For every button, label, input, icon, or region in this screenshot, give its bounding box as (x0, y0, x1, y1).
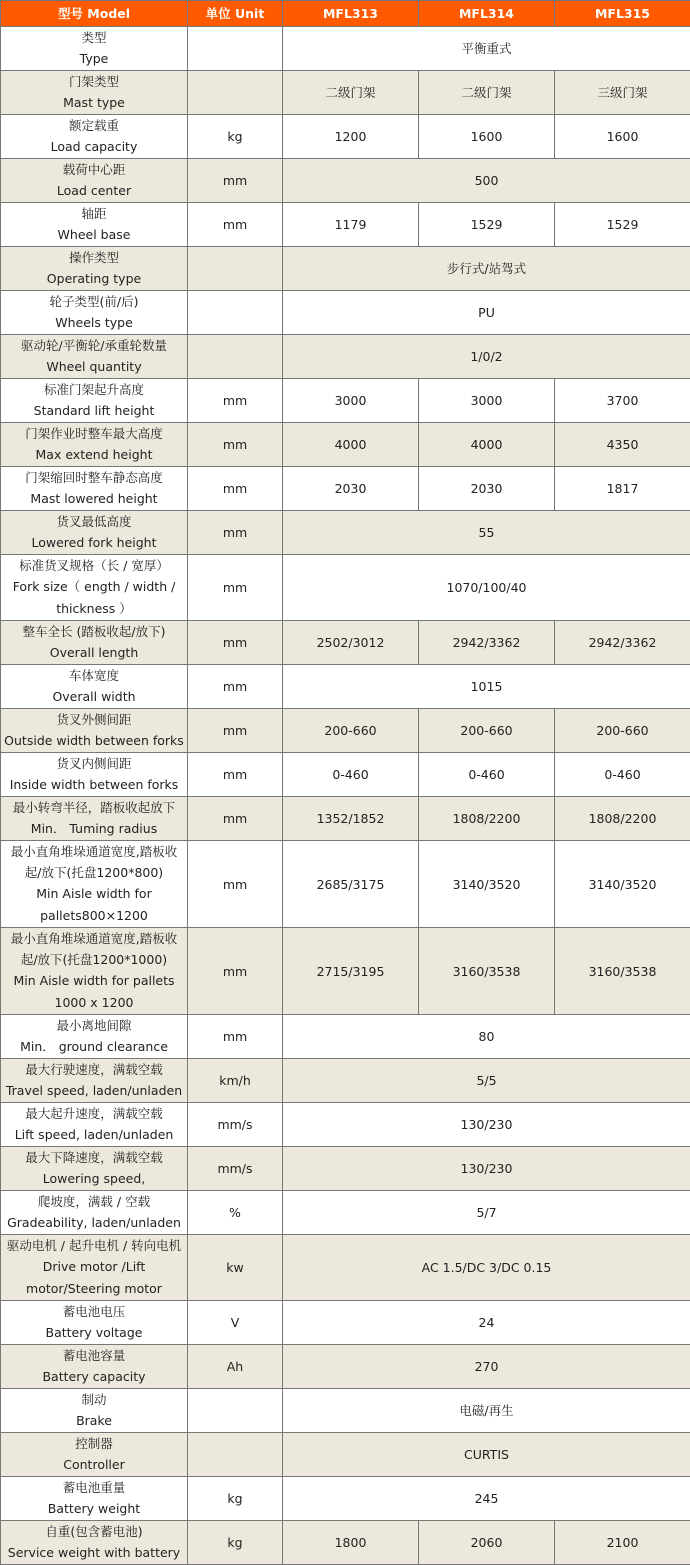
parameter-name-en: Battery weight (3, 1498, 185, 1520)
spec-body (1, 27, 690, 1565)
parameter-name-zh: 最小直角堆垛通道宽度,踏板收起/放下(托盘1200*800) (3, 841, 185, 883)
table-row (1, 247, 690, 291)
parameter-name-zh: 制动 (3, 1389, 185, 1410)
parameter-label (1, 1477, 188, 1521)
value-cell-mfl313: 2685/3175 (283, 841, 419, 928)
unit-cell: mm (188, 379, 283, 423)
parameter-name-en: Battery capacity (3, 1366, 185, 1388)
unit-cell: kg (188, 1521, 283, 1565)
parameter-name-zh: 载荷中心距 (3, 159, 185, 180)
table-row (1, 1103, 690, 1147)
value-cell-mfl313: 200-660 (283, 709, 419, 753)
parameter-name-en: Min． Tuming radius (3, 818, 185, 840)
parameter-label (1, 665, 188, 709)
unit-cell: mm (188, 467, 283, 511)
table-row (1, 555, 690, 621)
value-cell-shared: 245 (283, 1477, 690, 1521)
table-row (1, 1345, 690, 1389)
value-cell-mfl313: 1352/1852 (283, 797, 419, 841)
parameter-name-zh: 最小转弯半径，踏板收起放下 (3, 797, 185, 818)
table-row (1, 1301, 690, 1345)
value-cell-mfl314: 1529 (419, 203, 555, 247)
parameter-name-en: Gradeability, laden/unladen (3, 1212, 185, 1234)
unit-cell: mm (188, 665, 283, 709)
parameter-label (1, 379, 188, 423)
value-cell-shared: 130/230 (283, 1103, 690, 1147)
unit-cell (188, 71, 283, 115)
parameter-label (1, 1301, 188, 1345)
parameter-label (1, 555, 188, 621)
value-cell-mfl315: 2100 (555, 1521, 690, 1565)
value-cell-shared: 80 (283, 1015, 690, 1059)
parameter-label (1, 1235, 188, 1301)
parameter-name-zh: 驱动轮/平衡轮/承重轮数量 (3, 335, 185, 356)
parameter-name-en: Mast type (3, 92, 185, 114)
unit-cell: mm (188, 511, 283, 555)
parameter-name-zh: 最小离地间隙 (3, 1015, 185, 1036)
parameter-name-en: Min． ground clearance (3, 1036, 185, 1058)
value-cell-mfl315: 3160/3538 (555, 928, 690, 1015)
value-cell-mfl313: 1800 (283, 1521, 419, 1565)
unit-cell: % (188, 1191, 283, 1235)
unit-cell (188, 335, 283, 379)
value-cell-mfl313: 2502/3012 (283, 621, 419, 665)
header-mfl313: MFL313 (283, 1, 419, 27)
table-row (1, 291, 690, 335)
unit-cell: mm (188, 159, 283, 203)
value-cell-mfl314: 1600 (419, 115, 555, 159)
header-row (1, 1, 690, 27)
parameter-name-en: Mast lowered height (3, 488, 185, 510)
parameter-label (1, 1103, 188, 1147)
unit-cell: mm (188, 928, 283, 1015)
value-cell-mfl314: 200-660 (419, 709, 555, 753)
value-cell-mfl314: 3160/3538 (419, 928, 555, 1015)
table-row (1, 1477, 690, 1521)
unit-cell: V (188, 1301, 283, 1345)
parameter-label (1, 928, 188, 1015)
value-cell-mfl313: 3000 (283, 379, 419, 423)
table-row (1, 335, 690, 379)
parameter-label (1, 247, 188, 291)
value-cell-mfl313: 1200 (283, 115, 419, 159)
parameter-label (1, 709, 188, 753)
parameter-name-en: Brake (3, 1410, 185, 1432)
unit-cell: mm (188, 423, 283, 467)
value-cell-mfl314: 2060 (419, 1521, 555, 1565)
parameter-name-en: Min Aisle width for pallets 1000 x 1200 (3, 970, 185, 1014)
value-cell-shared: PU (283, 291, 690, 335)
unit-cell: mm (188, 621, 283, 665)
parameter-name-en: Service weight with battery (3, 1542, 185, 1564)
value-cell-shared: AC 1.5/DC 3/DC 0.15 (283, 1235, 690, 1301)
value-cell-shared: 500 (283, 159, 690, 203)
value-cell-mfl313: 2030 (283, 467, 419, 511)
value-cell-mfl315: 3700 (555, 379, 690, 423)
parameter-name-zh: 最大下降速度，满载空载 (3, 1147, 185, 1168)
unit-cell: kg (188, 115, 283, 159)
unit-cell (188, 1433, 283, 1477)
parameter-name-en: Lowering speed, (3, 1168, 185, 1190)
table-row (1, 1015, 690, 1059)
value-cell-shared: 5/7 (283, 1191, 690, 1235)
value-cell-mfl315: 3140/3520 (555, 841, 690, 928)
parameter-label (1, 115, 188, 159)
value-cell-mfl313: 0-460 (283, 753, 419, 797)
parameter-label (1, 1059, 188, 1103)
unit-cell: mm (188, 1015, 283, 1059)
value-cell-mfl314: 3140/3520 (419, 841, 555, 928)
parameter-label (1, 841, 188, 928)
table-row (1, 1521, 690, 1565)
value-cell-shared: 5/5 (283, 1059, 690, 1103)
value-cell-mfl315: 2942/3362 (555, 621, 690, 665)
table-row (1, 511, 690, 555)
value-cell-shared: 130/230 (283, 1147, 690, 1191)
header-mfl314: MFL314 (419, 1, 555, 27)
parameter-name-en: Wheel quantity (3, 356, 185, 378)
value-cell-shared: 电磁/再生 (283, 1389, 690, 1433)
value-cell-shared: 270 (283, 1345, 690, 1389)
header-unit: 单位 Unit (188, 1, 283, 27)
parameter-label (1, 511, 188, 555)
table-row (1, 797, 690, 841)
value-cell-shared: 55 (283, 511, 690, 555)
parameter-name-zh: 货叉最低高度 (3, 511, 185, 532)
table-row (1, 1059, 690, 1103)
table-row (1, 1235, 690, 1301)
unit-cell: mm (188, 753, 283, 797)
parameter-name-en: Travel speed, laden/unladen (3, 1080, 185, 1102)
table-row (1, 467, 690, 511)
table-row (1, 423, 690, 467)
table-row (1, 159, 690, 203)
parameter-name-en: Lift speed, laden/unladen (3, 1124, 185, 1146)
parameter-name-en: Min Aisle width for pallets800×1200 (3, 883, 185, 927)
table-row (1, 1389, 690, 1433)
parameter-label (1, 27, 188, 71)
table-row (1, 1433, 690, 1477)
parameter-name-en: Wheels type (3, 312, 185, 334)
parameter-name-zh: 最大行驶速度，满载空载 (3, 1059, 185, 1080)
header-model: 型号 Model (1, 1, 188, 27)
parameter-name-zh: 控制器 (3, 1433, 185, 1454)
unit-cell: Ah (188, 1345, 283, 1389)
parameter-label (1, 467, 188, 511)
parameter-label (1, 71, 188, 115)
table-row (1, 1191, 690, 1235)
value-cell-mfl314: 二级门架 (419, 71, 555, 115)
parameter-name-zh: 货叉内侧间距 (3, 753, 185, 774)
unit-cell (188, 27, 283, 71)
unit-cell: mm (188, 709, 283, 753)
parameter-name-zh: 车体宽度 (3, 665, 185, 686)
parameter-name-en: Load center (3, 180, 185, 202)
parameter-name-en: Load capacity (3, 136, 185, 158)
parameter-name-en: Drive motor /Lift motor/Steering motor (3, 1256, 185, 1300)
parameter-label (1, 203, 188, 247)
parameter-name-zh: 额定载重 (3, 115, 185, 136)
parameter-name-en: Standard lift height (3, 400, 185, 422)
value-cell-mfl315: 1817 (555, 467, 690, 511)
value-cell-mfl315: 1529 (555, 203, 690, 247)
parameter-label (1, 159, 188, 203)
value-cell-mfl315: 1808/2200 (555, 797, 690, 841)
table-row (1, 71, 690, 115)
value-cell-shared: CURTIS (283, 1433, 690, 1477)
unit-cell (188, 247, 283, 291)
unit-cell: kw (188, 1235, 283, 1301)
unit-cell (188, 291, 283, 335)
table-row (1, 665, 690, 709)
unit-cell: mm (188, 797, 283, 841)
parameter-label (1, 621, 188, 665)
value-cell-mfl315: 0-460 (555, 753, 690, 797)
parameter-name-zh: 货叉外侧间距 (3, 709, 185, 730)
value-cell-shared: 平衡重式 (283, 27, 690, 71)
unit-cell (188, 1389, 283, 1433)
table-row (1, 1147, 690, 1191)
parameter-name-zh: 自重(包含蓄电池) (3, 1521, 185, 1542)
parameter-name-en: Overall width (3, 686, 185, 708)
parameter-name-zh: 门架作业时整车最大高度 (3, 423, 185, 444)
parameter-name-zh: 类型 (3, 27, 185, 48)
parameter-name-zh: 轮子类型(前/后) (3, 291, 185, 312)
parameter-label (1, 335, 188, 379)
parameter-label (1, 797, 188, 841)
parameter-name-zh: 最小直角堆垛通道宽度,踏板收起/放下(托盘1200*1000) (3, 928, 185, 970)
parameter-name-zh: 轴距 (3, 203, 185, 224)
unit-cell: mm/s (188, 1103, 283, 1147)
parameter-label (1, 1015, 188, 1059)
table-row (1, 928, 690, 1015)
parameter-name-zh: 标准门架起升高度 (3, 379, 185, 400)
parameter-name-zh: 驱动电机 / 起升电机 / 转向电机 (3, 1235, 185, 1256)
table-row (1, 841, 690, 928)
parameter-name-en: Max extend height (3, 444, 185, 466)
parameter-name-en: Overall length (3, 642, 185, 664)
parameter-name-zh: 门架类型 (3, 71, 185, 92)
parameter-name-en: Type (3, 48, 185, 70)
parameter-name-zh: 最大起升速度，满载空载 (3, 1103, 185, 1124)
parameter-name-zh: 蓄电池重量 (3, 1477, 185, 1498)
value-cell-shared: 步行式/站驾式 (283, 247, 690, 291)
parameter-label (1, 1521, 188, 1565)
value-cell-shared: 1/0/2 (283, 335, 690, 379)
value-cell-mfl315: 三级门架 (555, 71, 690, 115)
table-row (1, 203, 690, 247)
unit-cell: mm (188, 203, 283, 247)
value-cell-mfl314: 1808/2200 (419, 797, 555, 841)
value-cell-mfl313: 二级门架 (283, 71, 419, 115)
parameter-name-zh: 爬坡度，满载 / 空载 (3, 1191, 185, 1212)
value-cell-shared: 24 (283, 1301, 690, 1345)
value-cell-mfl313: 4000 (283, 423, 419, 467)
value-cell-shared: 1070/100/40 (283, 555, 690, 621)
parameter-name-zh: 操作类型 (3, 247, 185, 268)
parameter-name-zh: 门架缩回时整车静态高度 (3, 467, 185, 488)
header-mfl315: MFL315 (555, 1, 690, 27)
value-cell-mfl313: 1179 (283, 203, 419, 247)
parameter-name-zh: 蓄电池电压 (3, 1301, 185, 1322)
parameter-label (1, 753, 188, 797)
parameter-name-en: Controller (3, 1454, 185, 1476)
table-row (1, 709, 690, 753)
value-cell-shared: 1015 (283, 665, 690, 709)
parameter-name-en: Operating type (3, 268, 185, 290)
unit-cell: kg (188, 1477, 283, 1521)
table-row (1, 27, 690, 71)
table-row (1, 753, 690, 797)
value-cell-mfl314: 0-460 (419, 753, 555, 797)
value-cell-mfl313: 2715/3195 (283, 928, 419, 1015)
parameter-label (1, 1389, 188, 1433)
parameter-name-en: Battery voltage (3, 1322, 185, 1344)
table-row (1, 115, 690, 159)
value-cell-mfl314: 2030 (419, 467, 555, 511)
table-row (1, 379, 690, 423)
parameter-name-zh: 蓄电池容量 (3, 1345, 185, 1366)
parameter-label (1, 1345, 188, 1389)
parameter-name-en: Lowered fork height (3, 532, 185, 554)
parameter-label (1, 1433, 188, 1477)
parameter-name-en: Inside width between forks (3, 774, 185, 796)
value-cell-mfl315: 4350 (555, 423, 690, 467)
parameter-label (1, 291, 188, 335)
value-cell-mfl314: 4000 (419, 423, 555, 467)
parameter-label (1, 1147, 188, 1191)
unit-cell: mm (188, 555, 283, 621)
unit-cell: mm (188, 841, 283, 928)
parameter-name-en: Wheel base (3, 224, 185, 246)
parameter-name-zh: 整车全长 (踏板收起/放下) (3, 621, 185, 642)
table-row (1, 621, 690, 665)
unit-cell: km/h (188, 1059, 283, 1103)
parameter-label (1, 423, 188, 467)
unit-cell: mm/s (188, 1147, 283, 1191)
value-cell-mfl314: 2942/3362 (419, 621, 555, 665)
parameter-label (1, 1191, 188, 1235)
parameter-name-en: Outside width between forks (3, 730, 185, 752)
parameter-name-zh: 标准货叉规格（长 / 宽厚） (3, 555, 185, 576)
value-cell-mfl315: 200-660 (555, 709, 690, 753)
parameter-name-en: Fork size（ ength / width / thickness ） (3, 576, 185, 620)
value-cell-mfl314: 3000 (419, 379, 555, 423)
value-cell-mfl315: 1600 (555, 115, 690, 159)
